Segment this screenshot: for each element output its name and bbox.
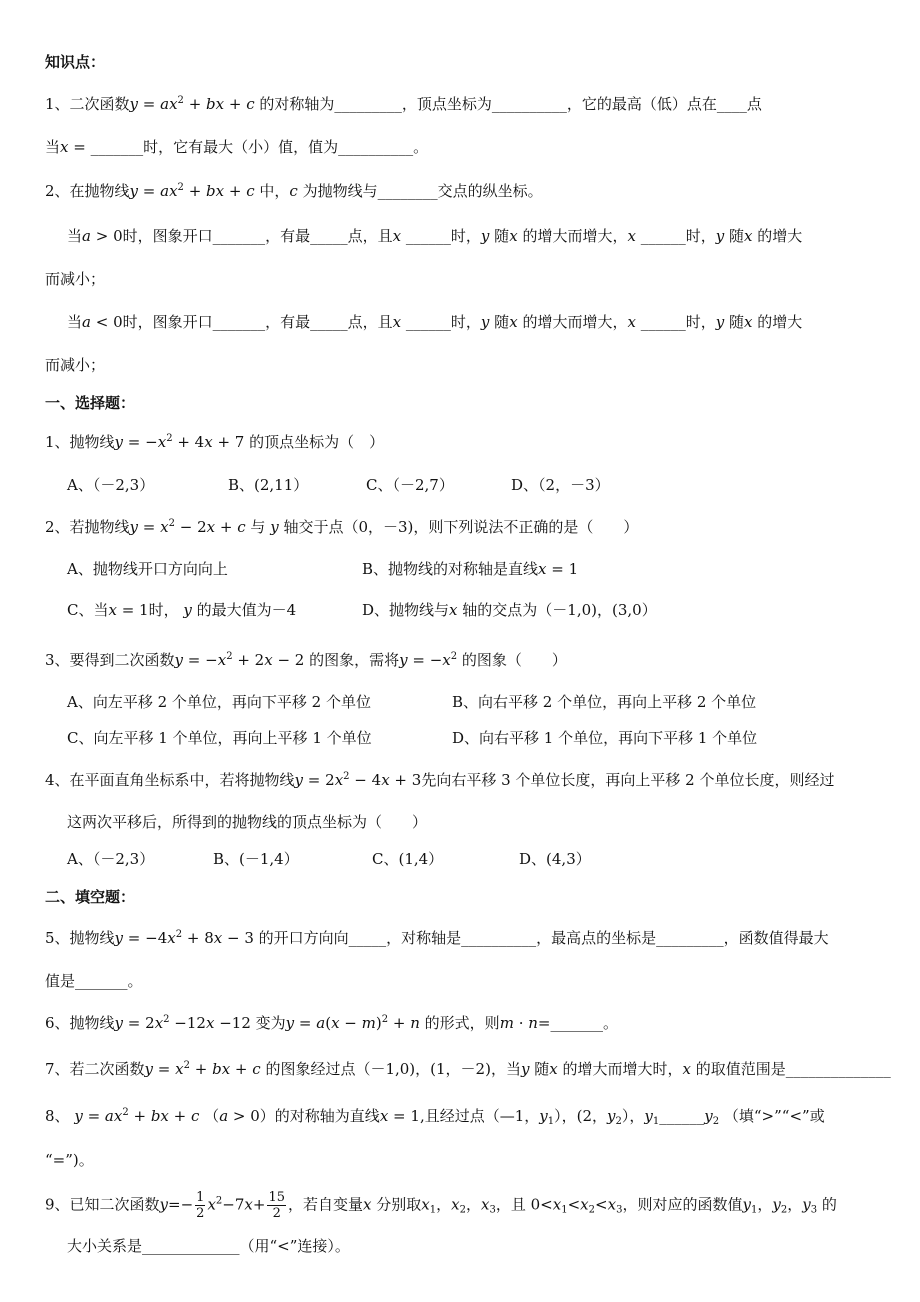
- question-3-stem: 3、要得到二次函数$y = -x^2 + 2x - 2$ 的图象，需将$y = -x^2$ 的图象（ ）: [45, 651, 567, 669]
- question-8-line-2: “=”)。: [45, 1151, 94, 1169]
- question-2-stem: 2、若抛物线$y = x^2 - 2x + c$ 与 y 轴交于点（0，－3)，则下列说法不正确的是（ ）: [45, 518, 639, 536]
- section-fill-title: 二、填空题：: [45, 888, 136, 906]
- question-1-option-b: B、(2,11）: [228, 476, 309, 494]
- question-2-option-d: D、抛物线与x 轴的交点为（－1,0)，(3,0）: [362, 601, 657, 619]
- question-1-option-d: D、（2，－3）: [511, 476, 610, 494]
- question-2-option-b: B、抛物线的对称轴是直线x = 1: [362, 560, 579, 578]
- question-3-option-b: B、向右平移 2 个单位，再向上平移 2 个单位: [452, 693, 757, 711]
- question-4-option-d: D、(4,3）: [519, 850, 591, 868]
- question-2-option-a: A、抛物线开口方向向上: [67, 560, 228, 578]
- fraction-one-half: $\frac{1}{2}$: [196, 1190, 205, 1221]
- question-9-line-2: 大小关系是_____________（用“<”连接）。: [67, 1237, 350, 1255]
- question-8-line-1: 8、 $y = ax^2$ + bx + c （a > 0）的对称轴为直线x = 1,且经过点（—1，$y_1$），(2，$y_2$），$y_1\_\_\_\_\_\_y_2$ （填“>”“<”或: [45, 1107, 825, 1127]
- question-9-line-1: 9、已知二次函数y=− $\frac{1}{2}$ $x^2-7x+$ $\frac{15}{2}$ ，若自变量x 分别取$x_1$，$x_2$，$x_3$，且 $0<x_1<x_2<x_3$，则对应的函数值$y_1$，$y_2$，$y_3$ 的: [45, 1190, 837, 1221]
- knowledge-item-1-line-2: 当x = _______时，它有最大（小）值，值为__________。: [45, 138, 429, 156]
- question-1-stem: 1、抛物线$y = -x^2 + 4x + 7$ 的顶点坐标为（ ）: [45, 433, 385, 451]
- question-5-line-1: 5、抛物线$y = -4x^2 + 8x - 3$ 的开口方向向_____，对称轴是__________，最高点的坐标是_________，函数值得最大: [45, 929, 829, 947]
- question-7: 7、若二次函数$y = x^2$ + bx + c 的图象经过点（－1,0)，(1，－2)，当y 随x 的增大而增大时，x 的取值范围是______________: [45, 1060, 891, 1078]
- question-2-option-c: C、当x = 1时， y 的最大值为－4: [67, 601, 297, 619]
- question-4-option-a: A、（－2,3）: [67, 850, 155, 868]
- question-1-option-c: C、（－2,7）: [366, 476, 454, 494]
- question-4-option-c: C、(1,4）: [372, 850, 444, 868]
- question-4-stem-line-1: 4、在平面直角坐标系中，若将抛物线$y = 2x^2 - 4x + 3$先向右平移 3 个单位长度，再向上平移 2 个单位长度，则经过: [45, 771, 835, 789]
- question-6: 6、抛物线$y = 2x^2 -12x -12$ 变为$y = a(x - m)^2 + n$ 的形式，则m · n=_______。: [45, 1014, 618, 1032]
- section-choice-title: 一、选择题：: [45, 394, 136, 412]
- question-3-option-a: A、向左平移 2 个单位，再向下平移 2 个单位: [67, 693, 371, 711]
- knowledge-item-4-line-2: 而减小；: [45, 356, 106, 374]
- knowledge-item-1-line-1: 1、二次函数$y = ax^2$ + bx + c 的对称轴为_________，顶点坐标为__________，它的最高（低）点在____点: [45, 95, 762, 113]
- knowledge-item-3-line-1: 当a > 0时，图象开口_______，有最_____点，且x ______时，y 随x 的增大而增大，x ______时，y 随x 的增大: [67, 227, 803, 245]
- knowledge-item-4-line-1: 当a < 0时，图象开口_______，有最_____点，且x ______时，y 随x 的增大而增大，x ______时，y 随x 的增大: [67, 313, 803, 331]
- question-4-stem-line-2: 这两次平移后，所得到的抛物线的顶点坐标为（ ）: [67, 813, 428, 831]
- fraction-fifteen-halves: $\frac{15}{2}$: [268, 1190, 286, 1221]
- question-3-option-d: D、向右平移 1 个单位，再向下平移 1 个单位: [452, 729, 758, 747]
- knowledge-item-2: 2、在抛物线$y = ax^2$ + bx + c 中，c 为抛物线与________交点的纵坐标。: [45, 182, 543, 200]
- question-1-option-a: A、（－2,3）: [67, 476, 155, 494]
- section-knowledge-title: 知识点：: [45, 53, 106, 71]
- knowledge-item-3-line-2: 而减小；: [45, 270, 106, 288]
- question-3-option-c: C、向左平移 1 个单位，再向上平移 1 个单位: [67, 729, 372, 747]
- question-4-option-b: B、(－1,4）: [213, 850, 299, 868]
- question-5-line-2: 值是_______。: [45, 972, 143, 990]
